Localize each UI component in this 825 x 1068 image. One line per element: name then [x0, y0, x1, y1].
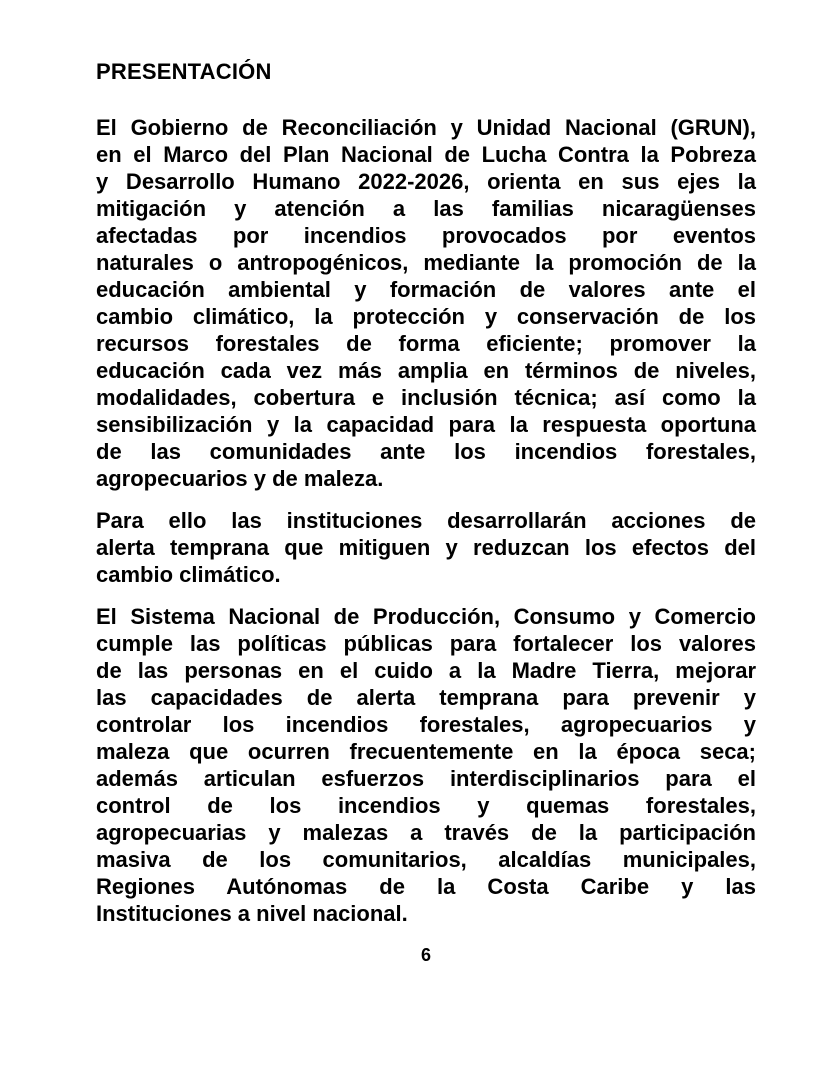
text-line: agropecuarias y malezas a través de la participación	[96, 820, 756, 845]
text-line: Instituciones a nivel nacional.	[96, 901, 408, 926]
text-line: y Desarrollo Humano 2022-2026, orienta en sus ejes la	[96, 169, 756, 194]
text-line: cambio climático.	[96, 562, 281, 587]
text-line: en el Marco del Plan Nacional de Lucha Contra la Pobreza	[96, 142, 756, 167]
text-line: educación cada vez más amplia en términos de niveles,	[96, 358, 756, 383]
page-title: PRESENTACIÓN	[96, 59, 272, 84]
text-line: Para ello las instituciones desarrollarán acciones de	[96, 508, 756, 533]
text-line: control de los incendios y quemas forestales,	[96, 793, 756, 818]
text-line: naturales o antropogénicos, mediante la promoción de la	[96, 250, 756, 275]
page-number: 6	[420, 945, 431, 965]
text-line: El Sistema Nacional de Producción, Consumo y Comercio	[96, 604, 756, 629]
paragraph	[96, 507, 756, 588]
text-line: afectadas por incendios provocados por eventos	[96, 223, 756, 248]
text-line: masiva de los comunitarios, alcaldías municipales,	[96, 847, 756, 872]
text-line: Regiones Autónomas de la Costa Caribe y las	[96, 874, 756, 899]
text-line: de las comunidades ante los incendios forestales,	[96, 439, 756, 464]
text-line: maleza que ocurren frecuentemente en la época seca;	[96, 739, 756, 764]
text-line: agropecuarios y de maleza.	[96, 466, 384, 491]
text-line: cumple las políticas públicas para fortalecer los valores	[96, 631, 756, 656]
text-line: sensibilización y la capacidad para la respuesta oportuna	[96, 412, 756, 437]
paragraph	[96, 114, 756, 492]
text-line: cambio climático, la protección y conservación de los	[96, 304, 756, 329]
text-line: las capacidades de alerta temprana para prevenir y	[96, 685, 756, 710]
text-line: de las personas en el cuido a la Madre Tierra, mejorar	[96, 658, 756, 683]
document-body	[96, 114, 756, 927]
text-line: modalidades, cobertura e inclusión técnica; así como la	[96, 385, 756, 410]
text-line: educación ambiental y formación de valores ante el	[96, 277, 756, 302]
paragraph	[96, 603, 756, 927]
text-line: controlar los incendios forestales, agropecuarios y	[96, 712, 756, 737]
text-line: mitigación y atención a las familias nicaragüenses	[96, 196, 756, 221]
text-line: alerta temprana que mitiguen y reduzcan los efectos del	[96, 535, 756, 560]
text-line: El Gobierno de Reconciliación y Unidad Nacional (GRUN),	[96, 115, 756, 140]
text-line: además articulan esfuerzos interdisciplinarios para el	[96, 766, 756, 791]
text-line: recursos forestales de forma eficiente; promover la	[96, 331, 756, 356]
